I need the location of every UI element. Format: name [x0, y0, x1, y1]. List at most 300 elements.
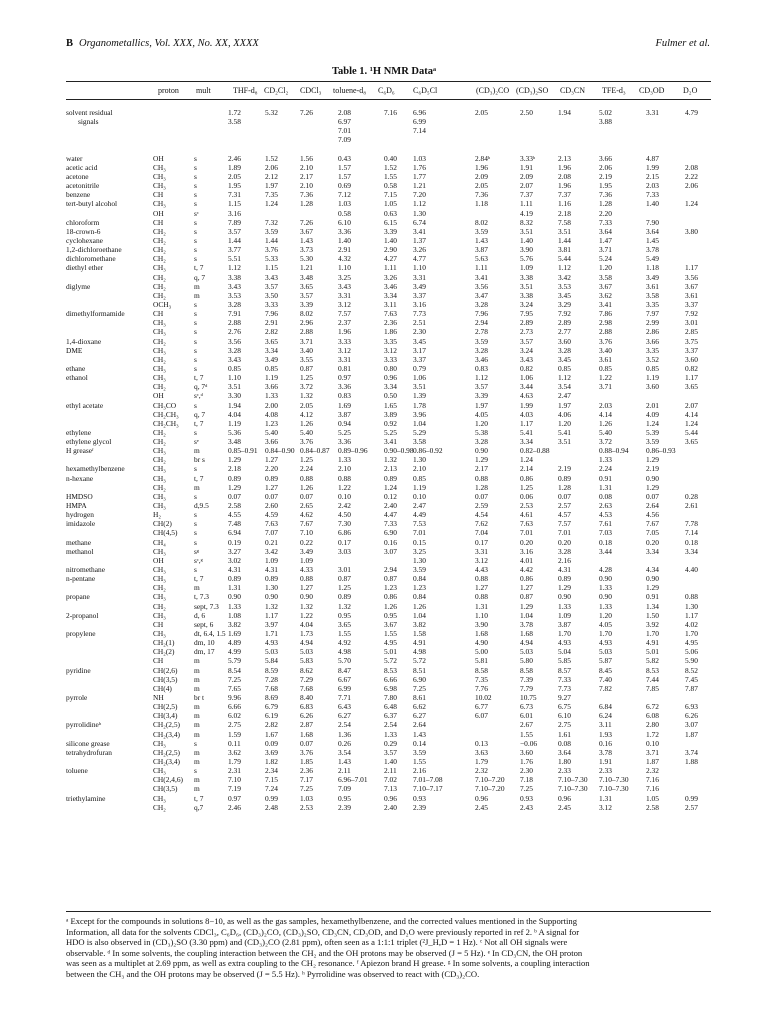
shift-cell: 1.77: [413, 171, 426, 181]
table-row: [0, 675, 768, 684]
shift-cell: 8.58: [475, 665, 488, 675]
shift-cell: 2.34: [265, 766, 278, 776]
proton-cell: CH₂: [153, 226, 166, 236]
proton-cell: OH: [153, 153, 164, 163]
shift-cell: 3.37: [413, 354, 426, 364]
shift-cell: 3.38: [520, 290, 533, 300]
shift-cell: 2.67: [520, 720, 533, 730]
multiplicity-cell: s: [194, 427, 197, 437]
shift-cell: 2.20: [599, 208, 612, 218]
proton-cell: CH₃: [153, 793, 166, 803]
shift-cell: 0.87: [300, 363, 313, 373]
table-row: [0, 282, 768, 291]
shift-cell: 5.30: [300, 254, 313, 264]
compound-name: chloroform: [66, 217, 100, 227]
shift-cell: 1.24: [520, 455, 533, 465]
shift-cell: 1.29: [558, 583, 571, 593]
journal-citation: [66, 38, 259, 49]
shift-cell: 5.03: [599, 647, 612, 657]
shift-cell: 6.72: [646, 702, 659, 712]
multiplicity-cell: s: [194, 345, 197, 355]
shift-cell: 3.97: [265, 619, 278, 629]
shift-cell: 8.69: [265, 693, 278, 702]
shift-cell: 1.44: [558, 235, 571, 245]
shift-cell: 0.90: [265, 592, 278, 602]
proton-cell: CH₃: [153, 473, 166, 483]
table-row: [0, 218, 768, 227]
compound-name: signals: [78, 117, 99, 127]
shift-cell: 0.88: [338, 473, 351, 483]
shift-cell: 1.58: [413, 629, 426, 639]
proton-cell: CH₂: [153, 455, 166, 465]
table-row: [0, 656, 768, 665]
shift-cell: 2.99: [646, 318, 659, 328]
shift-cell: 1.52: [384, 162, 397, 172]
shift-cell: 8.51: [413, 665, 426, 675]
shift-cell: 5.04: [558, 647, 571, 657]
shift-cell: 6.27: [413, 711, 426, 721]
table-row: [0, 592, 768, 601]
shift-cell: 3.64: [558, 747, 571, 757]
shift-cell: 0.91: [599, 473, 612, 483]
compound-name: pyrrole: [66, 693, 88, 702]
shift-cell: 6.83: [300, 702, 313, 712]
proton-cell: CH₃: [153, 181, 166, 191]
shift-cell: 6.10: [558, 711, 571, 721]
column-header: (CD₃)₂SO: [516, 86, 549, 95]
shift-cell: 3.49: [413, 281, 426, 291]
shift-cell: 1.40: [338, 235, 351, 245]
shift-cell: 5.81: [475, 656, 488, 666]
shift-cell: 7.03: [599, 528, 612, 538]
shift-cell: 3.61: [599, 354, 612, 364]
shift-cell: 2.53: [520, 501, 533, 511]
shift-cell: 7.20: [413, 190, 426, 200]
shift-cell: 6.84: [599, 702, 612, 712]
shift-cell: 7.33: [646, 190, 659, 200]
shift-cell: 6.75: [558, 702, 571, 712]
shift-cell: 1.70: [685, 629, 698, 639]
shift-cell: 1.19: [228, 418, 241, 428]
shift-cell: 0.88: [475, 574, 488, 584]
shift-cell: 7.24: [265, 784, 278, 794]
shift-cell: 7.58: [558, 217, 571, 227]
shift-cell: 2.89: [558, 318, 571, 328]
shift-cell: 3.28: [228, 345, 241, 355]
proton-cell: OH: [153, 555, 164, 565]
shift-cell: 3.58: [599, 272, 612, 282]
shift-cell: 3.48: [228, 437, 241, 447]
shift-cell: 1.25: [520, 482, 533, 492]
shift-cell: 0.89: [228, 574, 241, 584]
shift-cell: 1.30: [685, 601, 698, 611]
shift-cell: 3.16: [228, 208, 241, 218]
shift-cell: 3.58: [413, 437, 426, 447]
shift-cell: 0.21: [265, 537, 278, 547]
shift-cell: 7.33: [384, 519, 397, 529]
shift-cell: 9.27: [558, 693, 571, 702]
shift-cell: 0.07: [558, 491, 571, 501]
shift-cell: 5.63: [475, 254, 488, 264]
shift-cell: 3.71: [599, 382, 612, 392]
multiplicity-cell: m: [194, 775, 200, 785]
shift-cell: 8.59: [265, 665, 278, 675]
shift-cell: 3.47: [475, 290, 488, 300]
compound-name: hexamethylbenzene: [66, 464, 125, 474]
table-row: [0, 309, 768, 318]
shift-cell: 1.33: [599, 583, 612, 593]
table-row: [0, 273, 768, 282]
shift-cell: 3.31: [338, 354, 351, 364]
proton-cell: CH₂: [153, 290, 166, 300]
shift-cell: 3.38: [520, 272, 533, 282]
shift-cell: 3.48: [300, 272, 313, 282]
shift-cell: 7.36: [599, 190, 612, 200]
multiplicity-cell: s: [194, 153, 197, 163]
shift-cell: 3.37: [685, 345, 698, 355]
shift-cell: 7.16: [646, 784, 659, 794]
shift-cell: 1.27: [265, 455, 278, 465]
shift-cell: 3.43: [228, 281, 241, 291]
shift-cell: 2.75: [558, 720, 571, 730]
shift-cell: 0.90: [599, 574, 612, 584]
shift-cell: 3.34: [685, 546, 698, 556]
shift-cell: 3.31: [413, 272, 426, 282]
shift-cell: 10.75: [520, 693, 537, 702]
shift-cell: 0.90: [475, 446, 488, 456]
shift-cell: 1.40: [520, 235, 533, 245]
shift-cell: 2.10: [338, 464, 351, 474]
shift-cell: 0.07: [265, 491, 278, 501]
shift-cell: 2.63: [599, 501, 612, 511]
shift-cell: 1.96: [558, 162, 571, 172]
compound-name: triethylamine: [66, 793, 106, 803]
shift-cell: 2.03: [599, 400, 612, 410]
shift-cell: 3.45: [413, 336, 426, 346]
shift-cell: 3.26: [413, 245, 426, 255]
shift-cell: 3.37: [685, 299, 698, 309]
shift-cell: 3.69: [265, 747, 278, 757]
shift-cell: 1.80: [558, 756, 571, 766]
compound-name: H greaseᶠ: [66, 446, 94, 456]
shift-cell: 7.01–7.08: [413, 775, 443, 785]
shift-cell: 0.10: [646, 738, 659, 748]
table-row: [0, 803, 768, 812]
multiplicity-cell: m: [194, 665, 200, 675]
shift-cell: 4.61: [520, 510, 533, 520]
shift-cell: 1.12: [558, 373, 571, 383]
proton-cell: CH(2,5): [153, 702, 178, 712]
shift-cell: 1.04: [520, 610, 533, 620]
shift-cell: 1.31: [599, 482, 612, 492]
shift-cell: 0.84: [413, 592, 426, 602]
shift-cell: 0.07: [646, 491, 659, 501]
shift-cell: 1.55: [520, 729, 533, 739]
shift-cell: 3.51: [558, 226, 571, 236]
page-header: [66, 38, 710, 52]
table-row: [0, 711, 768, 720]
shift-cell: 3.74: [685, 747, 698, 757]
column-header: (CD₃)₂CO: [476, 86, 510, 95]
shift-cell: 4.40: [685, 565, 698, 575]
table-row: [0, 199, 768, 208]
shift-cell: 2.42: [338, 501, 351, 511]
shift-cell: 3.63: [475, 747, 488, 757]
table-row: [0, 464, 768, 473]
table-row: [0, 163, 768, 172]
shift-cell: 3.78: [520, 619, 533, 629]
shift-cell: 6.26: [685, 711, 698, 721]
shift-cell: 7.89: [228, 217, 241, 227]
shift-cell: 1.52: [265, 153, 278, 163]
shift-cell: 1.82: [265, 756, 278, 766]
shift-cell: 3.07: [384, 546, 397, 556]
compound-name: cyclohexane: [66, 235, 103, 245]
shift-cell: 1.32: [300, 601, 313, 611]
shift-cell: 3.80: [685, 226, 698, 236]
proton-cell: CH₂: [153, 272, 166, 282]
shift-cell: 2.89: [520, 318, 533, 328]
multiplicity-cell: s: [194, 537, 197, 547]
shift-cell: 3.90: [520, 245, 533, 255]
shift-cell: 8.53: [646, 665, 659, 675]
shift-cell: 0.88: [475, 473, 488, 483]
shift-cell: 7.96: [265, 309, 278, 319]
shift-cell: 1.28: [558, 482, 571, 492]
shift-cell: 1.16: [558, 199, 571, 209]
shift-cell: 2.37: [338, 318, 351, 328]
shift-cell: 2.30: [520, 766, 533, 776]
shift-cell: 3.39: [384, 226, 397, 236]
shift-cell: 7.19: [228, 784, 241, 794]
shift-cell: 2.84ᵇ: [475, 153, 491, 163]
shift-cell: 1.27: [520, 583, 533, 593]
shift-cell: 2.10: [413, 464, 426, 474]
table-row: [0, 346, 768, 355]
shift-cell: 4.49: [413, 510, 426, 520]
multiplicity-cell: m: [194, 656, 200, 666]
shift-cell: 3.39: [300, 299, 313, 309]
proton-cell: CH₂: [153, 427, 166, 437]
table-row: [0, 145, 768, 154]
table-row: [0, 547, 768, 556]
table-row: [0, 775, 768, 784]
shift-cell: 2.80: [646, 720, 659, 730]
proton-cell: CH: [153, 217, 164, 227]
compound-name: silicone grease: [66, 738, 110, 748]
shift-cell: 1.23: [265, 418, 278, 428]
shift-cell: 2.43: [520, 802, 533, 812]
shift-cell: 3.35: [646, 299, 659, 309]
proton-cell: CH₂: [153, 583, 166, 593]
shift-cell: 5.03: [265, 647, 278, 657]
shift-cell: 3.07: [685, 720, 698, 730]
shift-cell: 2.46: [228, 802, 241, 812]
shift-cell: 3.34: [384, 382, 397, 392]
multiplicity-cell: m: [194, 720, 200, 730]
shift-cell: 3.41: [599, 299, 612, 309]
shift-cell: 2.30: [413, 327, 426, 337]
multiplicity-cell: s: [194, 181, 197, 191]
shift-cell: 7.95: [520, 309, 533, 319]
shift-cell: 1.30: [413, 555, 426, 565]
shift-cell: 0.43: [338, 153, 351, 163]
multiplicity-cell: s: [194, 190, 197, 200]
shift-cell: 3.38: [228, 272, 241, 282]
shift-cell: 1.29: [475, 455, 488, 465]
shift-cell: 7.80: [384, 693, 397, 702]
shift-cell: 0.88: [475, 592, 488, 602]
shift-cell: 6.43: [338, 702, 351, 712]
shift-cell: 2.53: [300, 802, 313, 812]
table-row: [0, 263, 768, 272]
shift-cell: 1.12: [475, 373, 488, 383]
table-top-rule: [66, 81, 711, 82]
shift-cell: 2.17: [475, 464, 488, 474]
shift-cell: 1.10: [475, 610, 488, 620]
shift-cell: 7.01: [558, 528, 571, 538]
shift-cell: 1.33: [599, 601, 612, 611]
shift-cell: 4.55: [228, 510, 241, 520]
shift-cell: 7.78: [685, 519, 698, 529]
shift-cell: 2.73: [520, 327, 533, 337]
proton-cell: CH₂: [153, 802, 166, 812]
shift-cell: 7.01: [413, 528, 426, 538]
shift-cell: 2.08: [558, 171, 571, 181]
shift-cell: 0.90: [300, 592, 313, 602]
shift-cell: −0.06: [520, 738, 538, 748]
shift-cell: 3.43: [228, 354, 241, 364]
column-header: CD₃OD: [639, 86, 665, 95]
shift-cell: 1.44: [228, 235, 241, 245]
shift-cell: 3.01: [685, 318, 698, 328]
shift-cell: 2.78: [475, 327, 488, 337]
shift-cell: 3.59: [265, 226, 278, 236]
multiplicity-cell: q, 7ᵈ: [194, 382, 208, 392]
shift-cell: 0.86: [520, 574, 533, 584]
shift-cell: 0.82: [520, 363, 533, 373]
multiplicity-cell: t, 7: [194, 373, 204, 383]
footnote-line: HDO is also observed in (CD₃)₂SO (3.30 ppm) and (CD₃)₂CO (2.81 ppm), often seen as a 1:1:1 triplet (²J_H,D = 1 Hz). ᶜ Not all OH signals were: [66, 937, 568, 948]
shift-cell: 7.71: [338, 693, 351, 702]
shift-cell: 1.68: [300, 729, 313, 739]
shift-cell: 1.28: [300, 199, 313, 209]
shift-cell: 2.46: [228, 153, 241, 163]
shift-cell: 1.40: [384, 756, 397, 766]
shift-cell: 4.05: [475, 409, 488, 419]
shift-cell: 2.86: [646, 327, 659, 337]
shift-cell: 7.10–7.30: [558, 784, 588, 794]
table-row: [0, 693, 768, 702]
compound-name: n-hexane: [66, 473, 94, 483]
table-row: [0, 373, 768, 382]
shift-cell: 1.40: [384, 235, 397, 245]
shift-cell: 3.51: [228, 382, 241, 392]
table-row: [0, 684, 768, 693]
table-row: [0, 291, 768, 300]
shift-cell: 7.26: [300, 108, 313, 117]
shift-cell: 7.39: [520, 674, 533, 684]
shift-cell: 3.62: [599, 290, 612, 300]
shift-cell: 5.39: [646, 427, 659, 437]
shift-cell: 7.61: [599, 519, 612, 529]
column-header: C₆D₅Cl: [413, 86, 438, 95]
shift-cell: 3.28: [475, 299, 488, 309]
shift-cell: 3.26: [384, 272, 397, 282]
author-running-head: Fulmer et al.: [655, 38, 710, 49]
shift-cell: 0.89: [265, 574, 278, 584]
proton-cell: CH(2): [153, 519, 172, 529]
shift-cell: 3.64: [599, 226, 612, 236]
shift-cell: 5.01: [384, 647, 397, 657]
shift-cell: 6.26: [300, 711, 313, 721]
shift-cell: 3.67: [384, 619, 397, 629]
shift-cell: 3.16: [413, 299, 426, 309]
shift-cell: 1.79: [228, 756, 241, 766]
shift-cell: 3.87: [558, 619, 571, 629]
shift-cell: 1.28: [475, 482, 488, 492]
compound-name: dichloromethane: [66, 254, 116, 264]
shift-cell: 0.40: [384, 153, 397, 163]
shift-cell: 1.09: [558, 610, 571, 620]
shift-cell: 5.79: [228, 656, 241, 666]
shift-cell: 3.34: [384, 290, 397, 300]
shift-cell: 5.90: [685, 656, 698, 666]
shift-cell: 7.57: [558, 519, 571, 529]
shift-cell: 2.10: [300, 162, 313, 172]
proton-cell: CH(4,5): [153, 528, 178, 538]
compound-name: acetonitrile: [66, 181, 100, 191]
shift-cell: 3.50: [265, 290, 278, 300]
shift-cell: 6.27: [338, 711, 351, 721]
shift-cell: 1.11: [475, 263, 488, 273]
multiplicity-cell: sᶜ: [194, 208, 199, 218]
shift-cell: 6.08: [646, 711, 659, 721]
shift-cell: 3.96: [413, 409, 426, 419]
shift-cell: 3.61: [646, 281, 659, 291]
proton-cell: OH: [153, 391, 164, 401]
shift-cell: 3.73: [300, 245, 313, 255]
shift-cell: 3.33ᵇ: [520, 153, 536, 163]
shift-cell: 1.73: [300, 629, 313, 639]
shift-cell: 3.51: [520, 226, 533, 236]
shift-cell: 0.09: [265, 738, 278, 748]
shift-cell: 5.40: [599, 427, 612, 437]
compound-name: methanol: [66, 546, 94, 556]
shift-cell: 1.33: [384, 729, 397, 739]
multiplicity-cell: m: [194, 747, 200, 757]
footnote-line: was seen as a multiplet at 2.69 ppm, as well as extra coupling to the CH₂ resonance. ᶠ Apiezon brand H grease. ᵍ In some solvents, a coupling interaction: [66, 958, 590, 969]
shift-cell: 2.40: [384, 802, 397, 812]
shift-cell: 3.67: [685, 281, 698, 291]
table-row: [0, 666, 768, 675]
multiplicity-cell: m: [194, 683, 200, 693]
proton-cell: CH₃: [153, 345, 166, 355]
table-row: [0, 419, 768, 428]
shift-cell: 2.88: [300, 327, 313, 337]
shift-cell: 1.04: [413, 418, 426, 428]
shift-cell: 0.88: [300, 574, 313, 584]
shift-cell: 3.17: [413, 345, 426, 355]
shift-cell: 6.02: [228, 711, 241, 721]
shift-cell: 6.19: [265, 711, 278, 721]
shift-cell: 5.83: [300, 656, 313, 666]
multiplicity-cell: q, 7: [194, 409, 206, 419]
shift-cell: 3.52: [646, 354, 659, 364]
shift-cell: 1.40: [646, 199, 659, 209]
shift-cell: 8.61: [413, 693, 426, 702]
shift-cell: 2.12: [265, 171, 278, 181]
